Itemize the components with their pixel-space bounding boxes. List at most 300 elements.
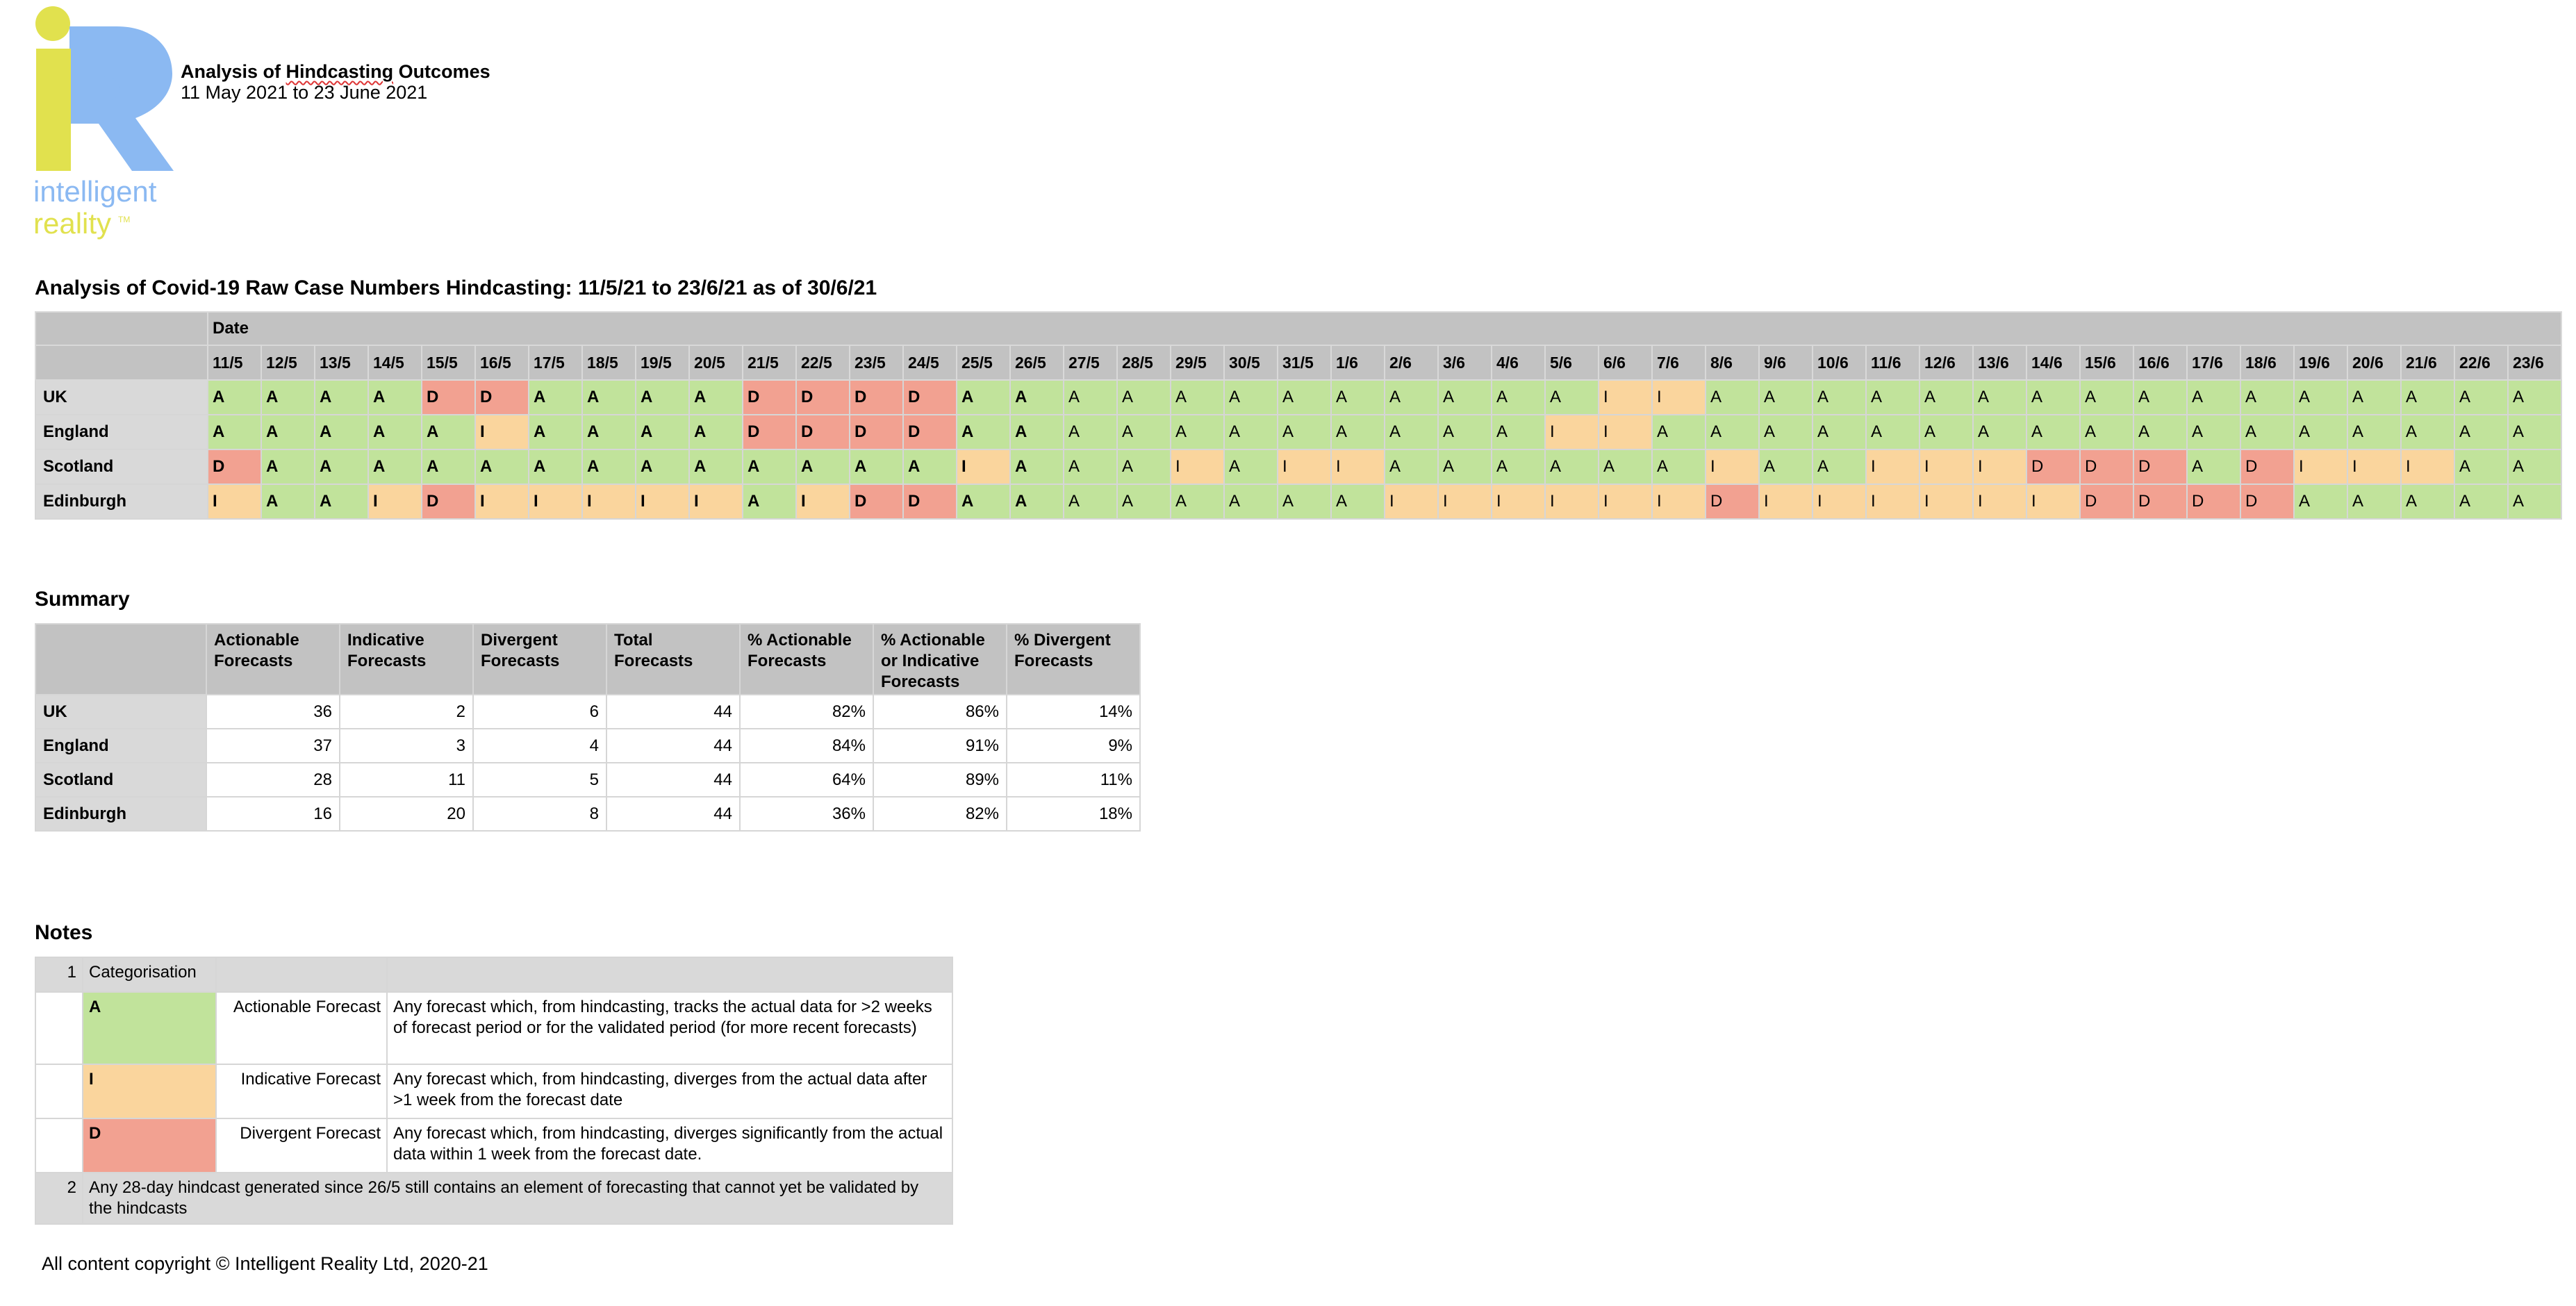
outcome-cell: I [636, 484, 689, 519]
date-column-header: 26/5 [1010, 345, 1064, 380]
document-title [181, 61, 490, 83]
outcome-cell: I [1171, 449, 1224, 484]
summary-region-label: UK [35, 695, 206, 729]
outcome-cell: I [475, 415, 529, 449]
outcome-cell: A [1224, 449, 1278, 484]
outcome-cell: D [2133, 484, 2187, 519]
category-name: Indicative Forecast [216, 1064, 387, 1118]
outcome-cell: I [1545, 415, 1599, 449]
region-row [35, 415, 2561, 449]
outcome-cell: I [1278, 449, 1331, 484]
summary-column-header: % Divergent Forecasts [1007, 624, 1140, 695]
title-prefix: Analysis of [181, 61, 286, 82]
copyright-notice: All content copyright © Intelligent Reality Ltd, 2020-21 [42, 1253, 488, 1274]
outcome-cell: D [850, 380, 903, 415]
date-column-header: 8/6 [1706, 345, 1759, 380]
category-name: Divergent Forecast [216, 1118, 387, 1173]
outcome-cell: A [1652, 415, 1706, 449]
outcome-cell: I [1652, 484, 1706, 519]
outcome-cell: I [475, 484, 529, 519]
outcome-cell: A [261, 415, 315, 449]
outcome-cell: I [1973, 484, 2026, 519]
date-column-header: 15/5 [422, 345, 475, 380]
outcome-cell: A [2133, 415, 2187, 449]
outcome-cell: A [2187, 415, 2240, 449]
outcome-cell: D [208, 449, 261, 484]
date-column-header: 31/5 [1278, 345, 1331, 380]
outcome-cell: A [2294, 415, 2347, 449]
summary-value-cell: 8 [473, 797, 606, 831]
outcome-cell: I [1973, 449, 2026, 484]
date-column-header: 14/6 [2026, 345, 2080, 380]
outcome-cell: A [1492, 380, 1545, 415]
outcome-cell: A [903, 449, 957, 484]
outcome-cell: D [475, 380, 529, 415]
outcome-cell: D [796, 415, 850, 449]
outcome-cell: A [1010, 415, 1064, 449]
category-row [35, 1118, 952, 1173]
intelligent-reality-logo [28, 6, 188, 249]
summary-value-cell: 44 [606, 797, 740, 831]
outcome-cell: I [1866, 449, 1919, 484]
outcome-cell: A [1171, 484, 1224, 519]
outcome-cell: A [582, 380, 636, 415]
outcome-cell: A [2401, 415, 2454, 449]
outcome-cell: A [315, 484, 368, 519]
outcome-cell: I [1919, 484, 1973, 519]
notes-header-blank [387, 957, 952, 992]
outcome-cell: A [1064, 449, 1117, 484]
outcome-cell: A [2401, 380, 2454, 415]
outcome-cell: D [743, 380, 796, 415]
hindcasting-outcome-table [35, 311, 2562, 520]
summary-row [35, 763, 1140, 797]
summary-corner-cell [35, 624, 206, 695]
outcome-cell: A [1278, 484, 1331, 519]
summary-row [35, 729, 1140, 763]
outcome-cell: D [2026, 449, 2080, 484]
outcome-cell: A [368, 380, 422, 415]
outcome-cell: A [1492, 449, 1545, 484]
outcome-cell: D [903, 484, 957, 519]
outcome-cell: D [903, 415, 957, 449]
outcome-cell: I [368, 484, 422, 519]
date-column-header: 27/5 [1064, 345, 1117, 380]
outcome-cell: A [1010, 380, 1064, 415]
outcome-cell: A [1759, 449, 1813, 484]
summary-value-cell: 36 [206, 695, 340, 729]
outcome-cell: A [1278, 415, 1331, 449]
summary-row [35, 797, 1140, 831]
outcome-cell: A [1117, 484, 1171, 519]
outcome-cell: A [1813, 380, 1866, 415]
outcome-cell: D [1706, 484, 1759, 519]
outcome-cell: A [1545, 449, 1599, 484]
outcome-cell: A [261, 380, 315, 415]
outcome-cell: A [2508, 449, 2561, 484]
outcome-cell: A [1759, 415, 1813, 449]
outcome-cell: I [1331, 449, 1385, 484]
date-column-header: 3/6 [1438, 345, 1492, 380]
summary-column-header: Total Forecasts [606, 624, 740, 695]
summary-value-cell: 44 [606, 729, 740, 763]
outcome-cell: I [2026, 484, 2080, 519]
date-column-header: 19/6 [2294, 345, 2347, 380]
summary-value-cell: 84% [740, 729, 873, 763]
outcome-cell: A [1171, 415, 1224, 449]
date-column-header: 16/5 [475, 345, 529, 380]
outcome-cell: A [422, 449, 475, 484]
corner-cell [35, 312, 208, 345]
outcome-cell: A [796, 449, 850, 484]
outcome-cell: A [1117, 415, 1171, 449]
date-column-header: 12/6 [1919, 345, 1973, 380]
outcome-cell: I [2347, 449, 2401, 484]
outcome-cell: A [368, 449, 422, 484]
notes-header-row [35, 957, 952, 992]
summary-table [35, 623, 1141, 832]
region-row [35, 380, 2561, 415]
document-date-range: 11 May 2021 to 23 June 2021 [181, 82, 428, 103]
category-row [35, 992, 952, 1064]
note-number-1: 1 [35, 957, 83, 992]
outcome-cell: I [1545, 484, 1599, 519]
date-column-header: 21/5 [743, 345, 796, 380]
note-index-blank [35, 1118, 83, 1173]
date-column-header: 9/6 [1759, 345, 1813, 380]
outcome-cell: I [1599, 380, 1652, 415]
region-label: Edinburgh [35, 484, 208, 519]
summary-value-cell: 86% [873, 695, 1007, 729]
outcome-cell: A [1010, 484, 1064, 519]
date-column-header: 13/6 [1973, 345, 2026, 380]
outcome-cell: I [1866, 484, 1919, 519]
outcome-cell: A [2508, 415, 2561, 449]
outcome-cell: A [743, 449, 796, 484]
outcome-cell: I [1385, 484, 1438, 519]
date-column-header: 22/6 [2454, 345, 2508, 380]
outcome-cell: A [1866, 380, 1919, 415]
outcome-cell: A [1492, 415, 1545, 449]
outcome-cell: A [2080, 415, 2133, 449]
date-column-header: 13/5 [315, 345, 368, 380]
date-column-header: 21/6 [2401, 345, 2454, 380]
note-number-2: 2 [35, 1173, 83, 1224]
summary-value-cell: 5 [473, 763, 606, 797]
outcome-cell: A [2294, 484, 2347, 519]
summary-value-cell: 91% [873, 729, 1007, 763]
date-column-header: 15/6 [2080, 345, 2133, 380]
summary-value-cell: 4 [473, 729, 606, 763]
date-column-header: 28/5 [1117, 345, 1171, 380]
outcome-cell: I [1438, 484, 1492, 519]
outcome-cell: A [1706, 415, 1759, 449]
summary-value-cell: 89% [873, 763, 1007, 797]
region-label: UK [35, 380, 208, 415]
main-table-heading: Analysis of Covid-19 Raw Case Numbers Hindcasting: 11/5/21 to 23/6/21 as of 30/6/21 [35, 276, 877, 299]
category-row [35, 1064, 952, 1118]
outcome-cell: A [1759, 380, 1813, 415]
outcome-cell: A [636, 449, 689, 484]
outcome-cell: I [2294, 449, 2347, 484]
outcome-cell: I [529, 484, 582, 519]
outcome-cell: D [2240, 449, 2294, 484]
category-description: Any forecast which, from hindcasting, diverges from the actual data after >1 week from the forecast date [387, 1064, 952, 1118]
outcome-cell: A [1652, 449, 1706, 484]
outcome-cell: A [261, 449, 315, 484]
categorisation-label: Categorisation [83, 957, 216, 992]
date-column-header: 29/5 [1171, 345, 1224, 380]
summary-region-label: England [35, 729, 206, 763]
logo-text-reality: reality [33, 207, 112, 240]
outcome-cell: A [957, 484, 1010, 519]
date-column-header: 30/5 [1224, 345, 1278, 380]
date-column-header: 20/6 [2347, 345, 2401, 380]
note-index-blank [35, 992, 83, 1064]
outcome-cell: A [957, 380, 1010, 415]
outcome-cell: I [957, 449, 1010, 484]
date-column-header: 11/5 [208, 345, 261, 380]
outcome-cell: A [1224, 415, 1278, 449]
outcome-cell: A [2508, 484, 2561, 519]
summary-value-cell: 18% [1007, 797, 1140, 831]
summary-header-row [35, 624, 1140, 695]
outcome-cell: D [2080, 484, 2133, 519]
logo-trademark: TM [118, 215, 131, 224]
summary-value-cell: 82% [873, 797, 1007, 831]
summary-value-cell: 36% [740, 797, 873, 831]
summary-heading: Summary [35, 588, 130, 611]
outcome-cell: A [2026, 380, 2080, 415]
outcome-cell: D [2187, 484, 2240, 519]
note-index-blank [35, 1064, 83, 1118]
date-column-header: 25/5 [957, 345, 1010, 380]
outcome-cell: A [1438, 449, 1492, 484]
category-description: Any forecast which, from hindcasting, tracks the actual data for >2 weeks of forecast period or for the validated period (for more recent forecasts) [387, 992, 952, 1064]
outcome-cell: A [2347, 415, 2401, 449]
outcome-cell: I [1599, 484, 1652, 519]
summary-value-cell: 64% [740, 763, 873, 797]
outcome-cell: A [689, 449, 743, 484]
category-code-swatch: A [83, 992, 216, 1064]
outcome-cell: A [1117, 380, 1171, 415]
outcome-cell: A [315, 449, 368, 484]
outcome-cell: A [2454, 380, 2508, 415]
outcome-cell: A [1866, 415, 1919, 449]
summary-column-header: Indicative Forecasts [340, 624, 473, 695]
date-header-row [35, 312, 2561, 345]
summary-row [35, 695, 1140, 729]
outcome-cell: A [582, 449, 636, 484]
outcome-cell: A [315, 415, 368, 449]
outcome-cell: A [2454, 484, 2508, 519]
summary-column-header: Actionable Forecasts [206, 624, 340, 695]
corner-cell [35, 345, 208, 380]
outcome-cell: A [1385, 449, 1438, 484]
region-row [35, 484, 2561, 519]
outcome-cell: A [1010, 449, 1064, 484]
date-group-label: Date [208, 312, 2561, 345]
summary-value-cell: 2 [340, 695, 473, 729]
outcome-cell: A [1706, 380, 1759, 415]
summary-column-header: Divergent Forecasts [473, 624, 606, 695]
summary-value-cell: 14% [1007, 695, 1140, 729]
outcome-cell: A [261, 484, 315, 519]
outcome-cell: A [1278, 380, 1331, 415]
date-column-header: 2/6 [1385, 345, 1438, 380]
date-column-header: 14/5 [368, 345, 422, 380]
outcome-cell: A [1117, 449, 1171, 484]
region-label: Scotland [35, 449, 208, 484]
outcome-cell: I [1759, 484, 1813, 519]
note-2-row [35, 1173, 952, 1224]
outcome-cell: A [689, 415, 743, 449]
outcome-cell: D [850, 415, 903, 449]
outcome-cell: D [2240, 484, 2294, 519]
outcome-cell: A [2294, 380, 2347, 415]
outcome-cell: D [903, 380, 957, 415]
outcome-cell: A [1171, 380, 1224, 415]
summary-value-cell: 11 [340, 763, 473, 797]
outcome-cell: I [208, 484, 261, 519]
outcome-cell: A [1385, 415, 1438, 449]
outcome-cell: D [422, 380, 475, 415]
summary-value-cell: 28 [206, 763, 340, 797]
outcome-cell: A [1224, 380, 1278, 415]
outcome-cell: A [1064, 484, 1117, 519]
date-column-header: 18/6 [2240, 345, 2294, 380]
outcome-cell: A [1331, 484, 1385, 519]
date-column-header: 16/6 [2133, 345, 2187, 380]
outcome-cell: A [529, 380, 582, 415]
outcome-cell: A [1438, 415, 1492, 449]
summary-value-cell: 44 [606, 763, 740, 797]
outcome-cell: A [208, 415, 261, 449]
category-name: Actionable Forecast [216, 992, 387, 1064]
outcome-cell: A [2508, 380, 2561, 415]
outcome-cell: A [475, 449, 529, 484]
outcome-cell: A [529, 415, 582, 449]
outcome-cell: A [1224, 484, 1278, 519]
date-column-header: 24/5 [903, 345, 957, 380]
category-description: Any forecast which, from hindcasting, diverges significantly from the actual data within 1 week from the forecast date. [387, 1118, 952, 1173]
summary-region-label: Scotland [35, 763, 206, 797]
notes-header-blank [216, 957, 387, 992]
outcome-cell: I [1813, 484, 1866, 519]
date-column-header: 20/5 [689, 345, 743, 380]
notes-table [35, 957, 953, 1225]
outcome-cell: A [529, 449, 582, 484]
outcome-cell: A [582, 415, 636, 449]
outcome-cell: A [2401, 484, 2454, 519]
outcome-cell: A [2347, 484, 2401, 519]
logo-mark-icon [28, 6, 188, 249]
outcome-cell: A [1813, 415, 1866, 449]
outcome-cell: A [1385, 380, 1438, 415]
outcome-cell: I [582, 484, 636, 519]
outcome-cell: A [743, 484, 796, 519]
outcome-cell: A [1545, 380, 1599, 415]
date-column-header: 11/6 [1866, 345, 1919, 380]
date-column-header: 6/6 [1599, 345, 1652, 380]
date-column-header: 23/5 [850, 345, 903, 380]
date-column-header: 7/6 [1652, 345, 1706, 380]
title-suffix: Outcomes [393, 61, 490, 82]
outcome-cell: A [2347, 380, 2401, 415]
summary-value-cell: 6 [473, 695, 606, 729]
region-row [35, 449, 2561, 484]
outcome-cell: I [1652, 380, 1706, 415]
outcome-cell: I [1492, 484, 1545, 519]
outcome-cell: A [636, 380, 689, 415]
date-column-header: 4/6 [1492, 345, 1545, 380]
outcome-cell: A [850, 449, 903, 484]
region-label: England [35, 415, 208, 449]
outcome-cell: A [2454, 449, 2508, 484]
date-column-header: 23/6 [2508, 345, 2561, 380]
summary-region-label: Edinburgh [35, 797, 206, 831]
outcome-cell: I [1706, 449, 1759, 484]
outcome-cell: A [368, 415, 422, 449]
date-column-header: 17/5 [529, 345, 582, 380]
outcome-cell: A [2133, 380, 2187, 415]
date-column-header: 19/5 [636, 345, 689, 380]
outcome-cell: A [2240, 415, 2294, 449]
outcome-cell: D [422, 484, 475, 519]
date-column-header: 12/5 [261, 345, 315, 380]
outcome-cell: I [689, 484, 743, 519]
date-column-header: 10/6 [1813, 345, 1866, 380]
outcome-cell: A [1331, 415, 1385, 449]
date-column-header: 18/5 [582, 345, 636, 380]
category-code-swatch: I [83, 1064, 216, 1118]
outcome-cell: A [2240, 380, 2294, 415]
date-column-header: 22/5 [796, 345, 850, 380]
outcome-cell: I [2401, 449, 2454, 484]
summary-value-cell: 16 [206, 797, 340, 831]
outcome-cell: A [689, 380, 743, 415]
outcome-cell: A [1973, 380, 2026, 415]
outcome-cell: A [1064, 415, 1117, 449]
outcome-cell: A [1973, 415, 2026, 449]
outcome-cell: A [2187, 380, 2240, 415]
title-spellcheck-word: Hindcasting [286, 61, 394, 82]
outcome-cell: I [1599, 415, 1652, 449]
outcome-cell: A [2187, 449, 2240, 484]
outcome-cell: D [2133, 449, 2187, 484]
outcome-cell: A [2026, 415, 2080, 449]
outcome-cell: A [422, 415, 475, 449]
note-2-text: Any 28-day hindcast generated since 26/5 still contains an element of forecasting that cannot yet be validated by the hindcasts [83, 1173, 952, 1224]
outcome-cell: A [1331, 380, 1385, 415]
outcome-cell: A [636, 415, 689, 449]
outcome-cell: A [208, 380, 261, 415]
summary-value-cell: 82% [740, 695, 873, 729]
notes-heading: Notes [35, 921, 93, 944]
summary-column-header: % Actionable Forecasts [740, 624, 873, 695]
summary-value-cell: 3 [340, 729, 473, 763]
outcome-cell: A [957, 415, 1010, 449]
outcome-cell: A [1919, 380, 1973, 415]
outcome-cell: D [796, 380, 850, 415]
summary-value-cell: 11% [1007, 763, 1140, 797]
logo-text-intelligent: intelligent [33, 175, 157, 208]
date-column-header: 17/6 [2187, 345, 2240, 380]
outcome-cell: A [1813, 449, 1866, 484]
summary-value-cell: 37 [206, 729, 340, 763]
outcome-cell: I [1919, 449, 1973, 484]
outcome-cell: D [2080, 449, 2133, 484]
